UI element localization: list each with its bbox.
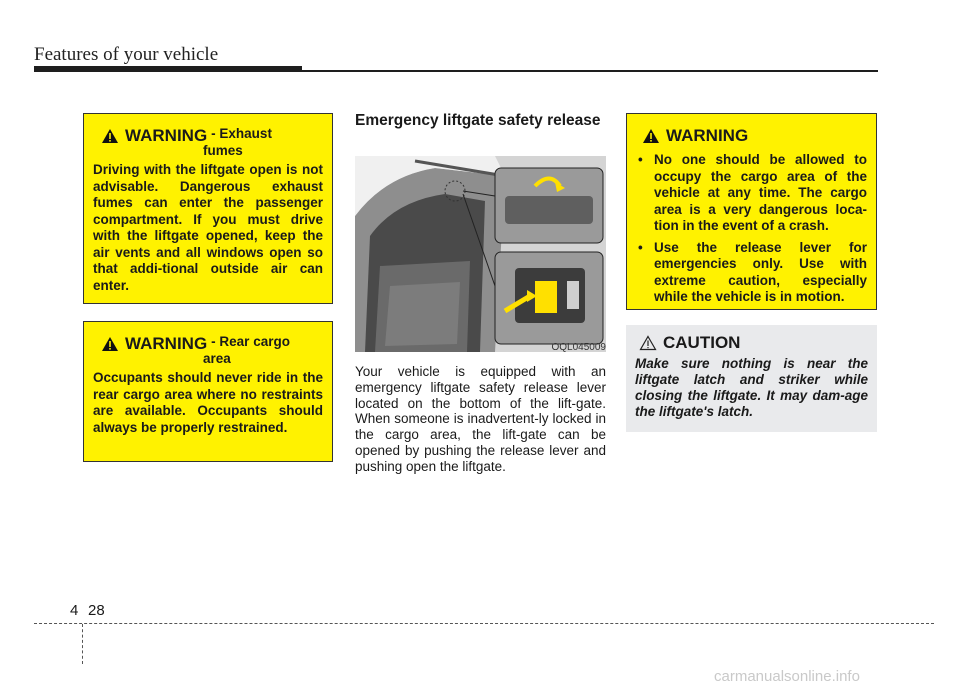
warning-list-item: • No one should be allowed to occupy the cargo area of the vehicle at any time. The cargo area is a very dangerous loca-tion in the event of a crash. <box>636 152 867 235</box>
caution-label: CAUTION <box>663 333 741 352</box>
caution-triangle-icon <box>639 335 657 351</box>
header-rule-thick <box>34 66 302 72</box>
warning-triangle-icon <box>101 128 119 144</box>
warning-label: WARNING <box>125 126 208 145</box>
warning-label: WARNING <box>666 126 749 145</box>
page-header-title: Features of your vehicle <box>34 44 219 65</box>
warning-body: Occupants should never ride in the rear cargo area where no restraints are available. Occupants should always be properly restrained. <box>93 370 323 435</box>
watermark: carmanualsonline.info <box>714 668 860 685</box>
warning-subject: - Exhaust <box>211 126 272 141</box>
warning-box-right <box>626 113 877 310</box>
liftgate-release-figure <box>355 156 606 352</box>
header-rule-thin <box>302 70 878 72</box>
footer-divider <box>82 624 83 664</box>
footer-rule <box>34 623 934 624</box>
warning-triangle-icon <box>101 336 119 352</box>
page-number: 28 <box>88 602 105 619</box>
figure-code: OQL045009 <box>551 342 606 353</box>
section-title: Emergency liftgate safety release <box>355 112 601 129</box>
caution-box <box>626 325 877 432</box>
warning-subject: - Rear cargo <box>211 334 290 349</box>
warning-subject-cont: area <box>203 351 231 366</box>
chapter-number: 4 <box>70 602 79 619</box>
warning-label: WARNING <box>125 334 208 353</box>
warning-list <box>636 152 867 306</box>
warning-body: Driving with the liftgate open is not advisable. Dangerous exhaust fumes can enter the passenger compartment. If you must drive with the liftgate opened, keep the air vents and all windows open so that addi-tional outside air can enter. <box>93 162 323 293</box>
warning-triangle-icon <box>642 128 660 144</box>
warning-header <box>636 126 867 146</box>
warning-box-cargo <box>83 321 333 462</box>
section-body: Your vehicle is equipped with an emergency liftgate safety release lever located on the bottom of the lift-gate. When someone is inadvertent-ly locked in the cargo area, the lift-gate can be opened by pushing the release lever and pushing open the liftgate. <box>355 364 606 474</box>
warning-subject-cont: fumes <box>203 143 243 158</box>
warning-box-exhaust <box>83 113 333 304</box>
caution-body: Make sure nothing is near the liftgate latch and striker while closing the liftgate. It may dam-age the liftgate's latch. <box>635 356 868 419</box>
caution-header <box>635 333 868 353</box>
liftgate-illustration <box>355 156 606 352</box>
warning-list-item: • Use the release lever for emergencies only. Use with extreme caution, especially while the vehicle is in motion. <box>636 240 867 306</box>
